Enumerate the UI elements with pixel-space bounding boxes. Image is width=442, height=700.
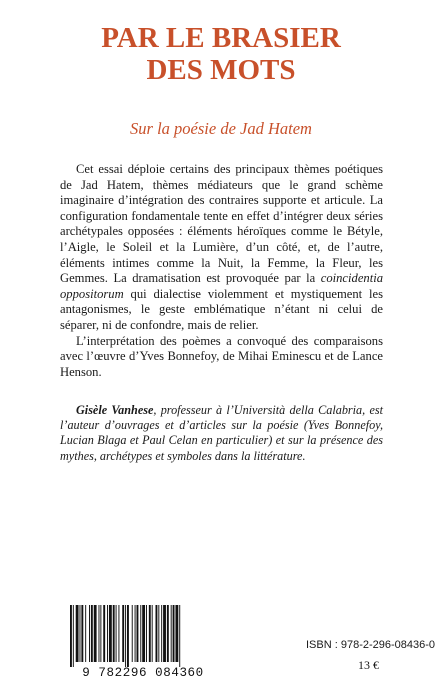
barcode-bar (142, 605, 145, 662)
author-bio (60, 403, 383, 464)
barcode-bar (81, 605, 83, 662)
barcode-digits: 9 782296 084360 (82, 666, 204, 679)
book-subtitle: Sur la poésie de Jad Hatem (130, 119, 312, 138)
barcode-bar (122, 605, 124, 662)
barcode-bar (100, 605, 101, 662)
barcode-bar (118, 605, 119, 662)
barcode-bar (149, 605, 151, 662)
price: 13 € (358, 658, 379, 672)
barcode-bar (125, 605, 126, 667)
barcode-bar (135, 605, 136, 662)
barcode-bar (175, 605, 178, 662)
barcode-bar (171, 605, 172, 662)
barcode-bar (179, 605, 180, 667)
author-name: Gisèle Vanhese (76, 403, 154, 417)
barcode-bars (70, 605, 180, 667)
barcode-bar (91, 605, 93, 662)
title-line-2: DES MOTS (146, 54, 296, 86)
barcode-bar (132, 605, 133, 662)
summary-p1-part2: qui dialectise violemment et mystiquement les antagonismes, le geste emblématique n’étant ni celui de séparer, ni de confondre, mais de relier. (60, 286, 383, 332)
barcode-bar (163, 605, 166, 662)
barcode-bar (103, 605, 105, 662)
book-title (0, 22, 442, 86)
barcode-bar (152, 605, 153, 662)
summary-p1-part1: Cet essai déploie certains des principaux thèmes poétiques de Jad Hatem, thèmes médiateurs que le grand schème imaginaire d’intégration des contraires supporte et articule. La configuration fondamentale tente en effet d’intégrer deux séries archétypales opposées : éléments héroïques comme le Bétyle, l’Aigle, le Soleil et la Lumière, d’un côté, et, de l’autre, éléments intimes comme la Nuit, la Femme, la Fleur, les Gemmes. La dramatisation est provoquée par la (60, 162, 383, 286)
author-bio-text: , professeur à l’Università della Calabria, est l’auteur d’ouvrages et d’articles sur la poésie (Yves Bonnefoy, Lucian Blaga et Paul Celan en particulier) et sur la présence des mythes, archétypes et symboles dans la littérature. (60, 403, 383, 463)
summary-p1-italic: coincidentia oppositorum (60, 271, 383, 301)
barcode-bar (107, 605, 108, 662)
barcode-bar (89, 605, 90, 662)
barcode-bar (94, 605, 97, 662)
barcode-bar (146, 605, 147, 662)
barcode-bar (116, 605, 117, 662)
barcode-bar (167, 605, 169, 662)
barcode-bar (73, 605, 74, 667)
barcode-bar (80, 605, 81, 662)
barcode-bar (173, 605, 175, 662)
barcode-bar (109, 605, 112, 662)
barcode-bar (140, 605, 141, 662)
barcode-bar (127, 605, 129, 667)
barcode (60, 603, 226, 679)
title-line-1: PAR LE BRASIER (101, 22, 341, 54)
summary-paragraph-1 (60, 162, 383, 334)
isbn: ISBN : 978-2-296-08436-0 (306, 639, 436, 651)
barcode-bar (137, 605, 139, 662)
barcode-bar (99, 605, 100, 662)
barcode-bar (70, 605, 72, 667)
barcode-bar (161, 605, 162, 662)
barcode-bar (76, 605, 79, 662)
summary-text (60, 162, 383, 380)
barcode-bar (156, 605, 158, 662)
barcode-bar (85, 605, 86, 662)
barcode-bar (113, 605, 115, 662)
summary-paragraph-2: L’interprétation des poèmes a convoqué des comparaisons avec l’œuvre d’Yves Bonnefoy, de Mihai Eminescu et de Lance Henson. (60, 333, 383, 379)
barcode-bar (158, 605, 159, 662)
